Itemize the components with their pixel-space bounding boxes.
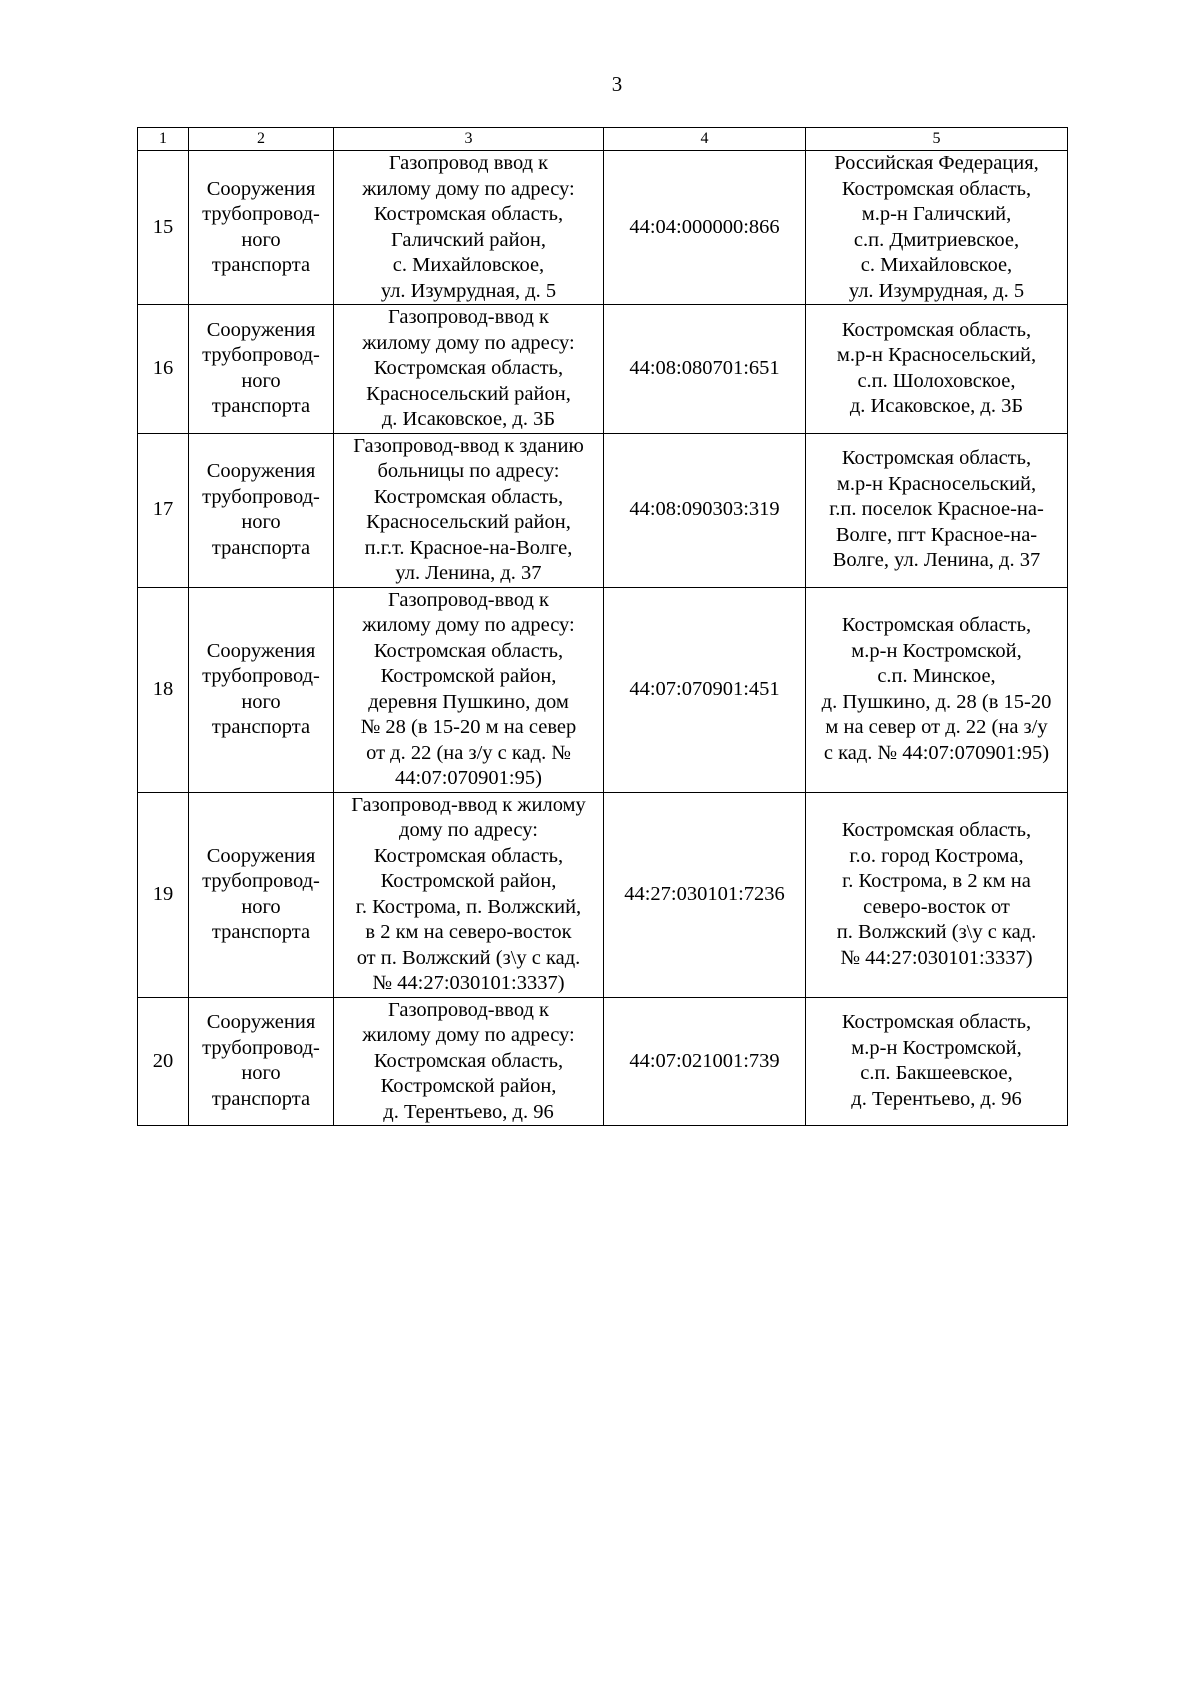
object-name-line: № 44:27:030101:3337) bbox=[372, 972, 565, 994]
object-name-line: в 2 км на северо-восток bbox=[365, 921, 572, 943]
object-name-line: с. Михайловское, bbox=[392, 254, 545, 276]
object-address-line: Волге, пгт Красное-на- bbox=[835, 523, 1038, 546]
object-address-cell bbox=[806, 151, 1068, 305]
object-address-line: д. Исаковское, д. 3Б bbox=[849, 395, 1024, 418]
object-address-line: п. Волжский (з\у с кад. bbox=[836, 921, 1037, 943]
object-name-line: Костромская область, bbox=[373, 357, 564, 379]
object-type-line: Сооружения bbox=[206, 1011, 316, 1034]
object-name-line: д. Исаковское, д. 3Б bbox=[381, 408, 556, 430]
object-name-line: Костромская область, bbox=[373, 844, 564, 867]
object-type-cell bbox=[189, 792, 334, 997]
object-address-line: с.п. Шолоховское, bbox=[857, 369, 1016, 392]
column-number: 1 bbox=[138, 128, 189, 151]
object-name-line: Костромская область, bbox=[373, 1049, 564, 1072]
object-name-line: жилому дому по адресу: bbox=[362, 614, 575, 636]
object-address-line: м.р-н Костромской, bbox=[851, 1036, 1022, 1059]
object-address-line: м.р-н Костромской, bbox=[851, 639, 1022, 662]
object-type-line: ного bbox=[241, 369, 281, 392]
object-name-line: Костромской район, bbox=[380, 1075, 557, 1097]
object-name-line: жилому дому по адресу: bbox=[362, 177, 575, 200]
object-type-line: трубопровод- bbox=[202, 203, 320, 225]
cadastral-number: 44:04:000000:866 bbox=[604, 151, 806, 305]
object-address-line: д. Пушкино, д. 28 (в 15-20 bbox=[821, 690, 1052, 713]
object-type-line: ного bbox=[241, 1062, 281, 1085]
object-address-line: м.р-н Красносельский, bbox=[836, 344, 1037, 367]
object-address-line: Костромская область, bbox=[841, 447, 1032, 470]
column-number: 3 bbox=[334, 128, 604, 151]
object-type-line: транспорта bbox=[211, 921, 311, 943]
table-row bbox=[138, 151, 1068, 305]
column-number: 5 bbox=[806, 128, 1068, 151]
object-type-line: транспорта bbox=[211, 716, 311, 738]
object-type-cell bbox=[189, 997, 334, 1126]
object-type-cell bbox=[189, 587, 334, 792]
object-name-line: Галичский район, bbox=[391, 228, 546, 251]
object-name-line: Газопровод-ввод к жилому bbox=[351, 793, 586, 816]
object-name-line: ул. Ленина, д. 37 bbox=[395, 562, 542, 584]
object-type-line: ного bbox=[241, 228, 281, 251]
object-address-line: Костромская область, bbox=[841, 614, 1032, 636]
object-type-line: трубопровод- bbox=[202, 1036, 320, 1059]
page-number: 3 bbox=[611, 72, 623, 96]
object-name-line: п.г.т. Красное-на-Волге, bbox=[364, 536, 573, 559]
object-type-line: Сооружения bbox=[206, 844, 316, 867]
table-row bbox=[138, 997, 1068, 1126]
object-name-line: Газопровод ввод к bbox=[388, 152, 549, 174]
object-address-line: г.п. поселок Красное-на- bbox=[829, 498, 1044, 521]
object-name-cell bbox=[334, 305, 604, 434]
object-type-line: трубопровод- bbox=[202, 485, 320, 508]
object-name-line: ул. Изумрудная, д. 5 bbox=[380, 279, 557, 302]
column-number: 4 bbox=[604, 128, 806, 151]
object-address-line: Костромская область, bbox=[841, 318, 1032, 341]
object-name-line: Костромской район, bbox=[380, 870, 557, 892]
object-address-line: с. Михайловское, bbox=[860, 254, 1013, 276]
object-name-line: жилому дому по адресу: bbox=[362, 331, 575, 354]
object-type-line: Сооружения bbox=[206, 318, 316, 341]
object-address-line: Костромская область, bbox=[841, 177, 1032, 200]
object-name-line: жилому дому по адресу: bbox=[362, 1024, 575, 1046]
object-address-line: г.о. город Кострома, bbox=[849, 844, 1024, 867]
object-address-line: с.п. Дмитриевское, bbox=[853, 228, 1020, 251]
object-type-line: трубопровод- bbox=[202, 665, 320, 687]
object-type-line: ного bbox=[241, 690, 281, 713]
object-address-line: м.р-н Красносельский, bbox=[836, 472, 1037, 495]
object-name-line: Костромская область, bbox=[373, 485, 564, 508]
object-address-cell bbox=[806, 587, 1068, 792]
object-address-cell bbox=[806, 305, 1068, 434]
object-address-line: ул. Изумрудная, д. 5 bbox=[848, 279, 1025, 302]
object-address-line: д. Терентьево, д. 96 bbox=[851, 1087, 1022, 1110]
object-name-cell bbox=[334, 151, 604, 305]
row-number: 20 bbox=[138, 997, 189, 1126]
object-name-line: Газопровод-ввод к bbox=[388, 998, 549, 1021]
object-address-line: северо-восток от bbox=[863, 895, 1010, 918]
row-number: 18 bbox=[138, 587, 189, 792]
object-type-line: Сооружения bbox=[206, 639, 316, 662]
object-address-line: м на север от д. 22 (на з/у bbox=[825, 716, 1048, 738]
object-type-cell bbox=[189, 151, 334, 305]
object-type-cell bbox=[189, 305, 334, 434]
column-number: 2 bbox=[189, 128, 334, 151]
object-type-line: транспорта bbox=[211, 536, 311, 559]
cadastral-number: 44:08:090303:319 bbox=[604, 433, 806, 587]
object-name-line: № 28 (в 15-20 м на север bbox=[360, 716, 577, 738]
object-name-line: Газопровод-ввод к зданию bbox=[353, 434, 584, 457]
row-number: 17 bbox=[138, 433, 189, 587]
object-address-line: с кад. № 44:07:070901:95) bbox=[823, 741, 1050, 764]
object-address-cell bbox=[806, 433, 1068, 587]
object-type-line: трубопровод- bbox=[202, 870, 320, 892]
object-name-line: д. Терентьево, д. 96 bbox=[383, 1100, 554, 1123]
object-address-line: г. Кострома, в 2 км на bbox=[842, 870, 1031, 892]
object-address-line: Волге, ул. Ленина, д. 37 bbox=[832, 549, 1041, 572]
object-name-line: от п. Волжский (з\у с кад. bbox=[356, 946, 581, 969]
object-name-line: Газопровод-ввод к bbox=[388, 306, 549, 328]
object-name-cell bbox=[334, 997, 604, 1126]
object-type-line: транспорта bbox=[211, 1087, 311, 1110]
object-address-cell bbox=[806, 997, 1068, 1126]
table-row bbox=[138, 587, 1068, 792]
cadastral-number: 44:07:021001:739 bbox=[604, 997, 806, 1126]
object-address-line: Российская Федерация, bbox=[834, 152, 1039, 174]
object-address-line: Костромская область, bbox=[841, 1011, 1032, 1034]
table-row bbox=[138, 792, 1068, 997]
object-address-line: м.р-н Галичский, bbox=[861, 203, 1012, 225]
row-number: 15 bbox=[138, 151, 189, 305]
object-type-line: трубопровод- bbox=[202, 344, 320, 367]
object-address-line: с.п. Бакшеевское, bbox=[860, 1062, 1013, 1085]
object-name-line: Газопровод-ввод к bbox=[388, 588, 549, 611]
object-name-line: деревня Пушкино, дом bbox=[368, 690, 569, 713]
cadastral-number: 44:27:030101:7236 bbox=[604, 792, 806, 997]
table-row bbox=[138, 433, 1068, 587]
object-type-line: Сооружения bbox=[206, 177, 316, 200]
objects-table bbox=[137, 127, 1068, 1126]
object-type-line: Сооружения bbox=[206, 460, 316, 482]
column-number-row bbox=[138, 128, 1068, 151]
row-number: 16 bbox=[138, 305, 189, 434]
object-name-cell bbox=[334, 587, 604, 792]
cadastral-number: 44:08:080701:651 bbox=[604, 305, 806, 434]
object-name-line: Костромской район, bbox=[380, 665, 557, 687]
row-number: 19 bbox=[138, 792, 189, 997]
object-address-line: № 44:27:030101:3337) bbox=[840, 946, 1033, 969]
object-address-cell bbox=[806, 792, 1068, 997]
object-name-line: Костромская область, bbox=[373, 203, 564, 225]
object-name-cell bbox=[334, 433, 604, 587]
object-name-line: дому по адресу: bbox=[399, 819, 538, 841]
object-name-line: 44:07:070901:95) bbox=[395, 767, 542, 789]
object-type-line: транспорта bbox=[211, 395, 311, 418]
object-type-line: ного bbox=[241, 511, 281, 533]
table-row bbox=[138, 305, 1068, 434]
object-type-line: ного bbox=[241, 895, 281, 918]
object-name-line: Красносельский район, bbox=[366, 382, 571, 405]
object-name-line: Костромская область, bbox=[373, 639, 564, 662]
object-name-line: г. Кострома, п. Волжский, bbox=[355, 895, 582, 918]
object-name-line: Красносельский район, bbox=[366, 511, 571, 533]
object-address-line: Костромская область, bbox=[841, 819, 1032, 841]
object-type-line: транспорта bbox=[211, 254, 311, 276]
object-address-line: с.п. Минское, bbox=[877, 665, 996, 687]
cadastral-number: 44:07:070901:451 bbox=[604, 587, 806, 792]
object-name-line: от д. 22 (на з/у с кад. № bbox=[366, 741, 571, 764]
object-name-cell bbox=[334, 792, 604, 997]
object-name-line: больницы по адресу: bbox=[377, 460, 560, 482]
object-type-cell bbox=[189, 433, 334, 587]
